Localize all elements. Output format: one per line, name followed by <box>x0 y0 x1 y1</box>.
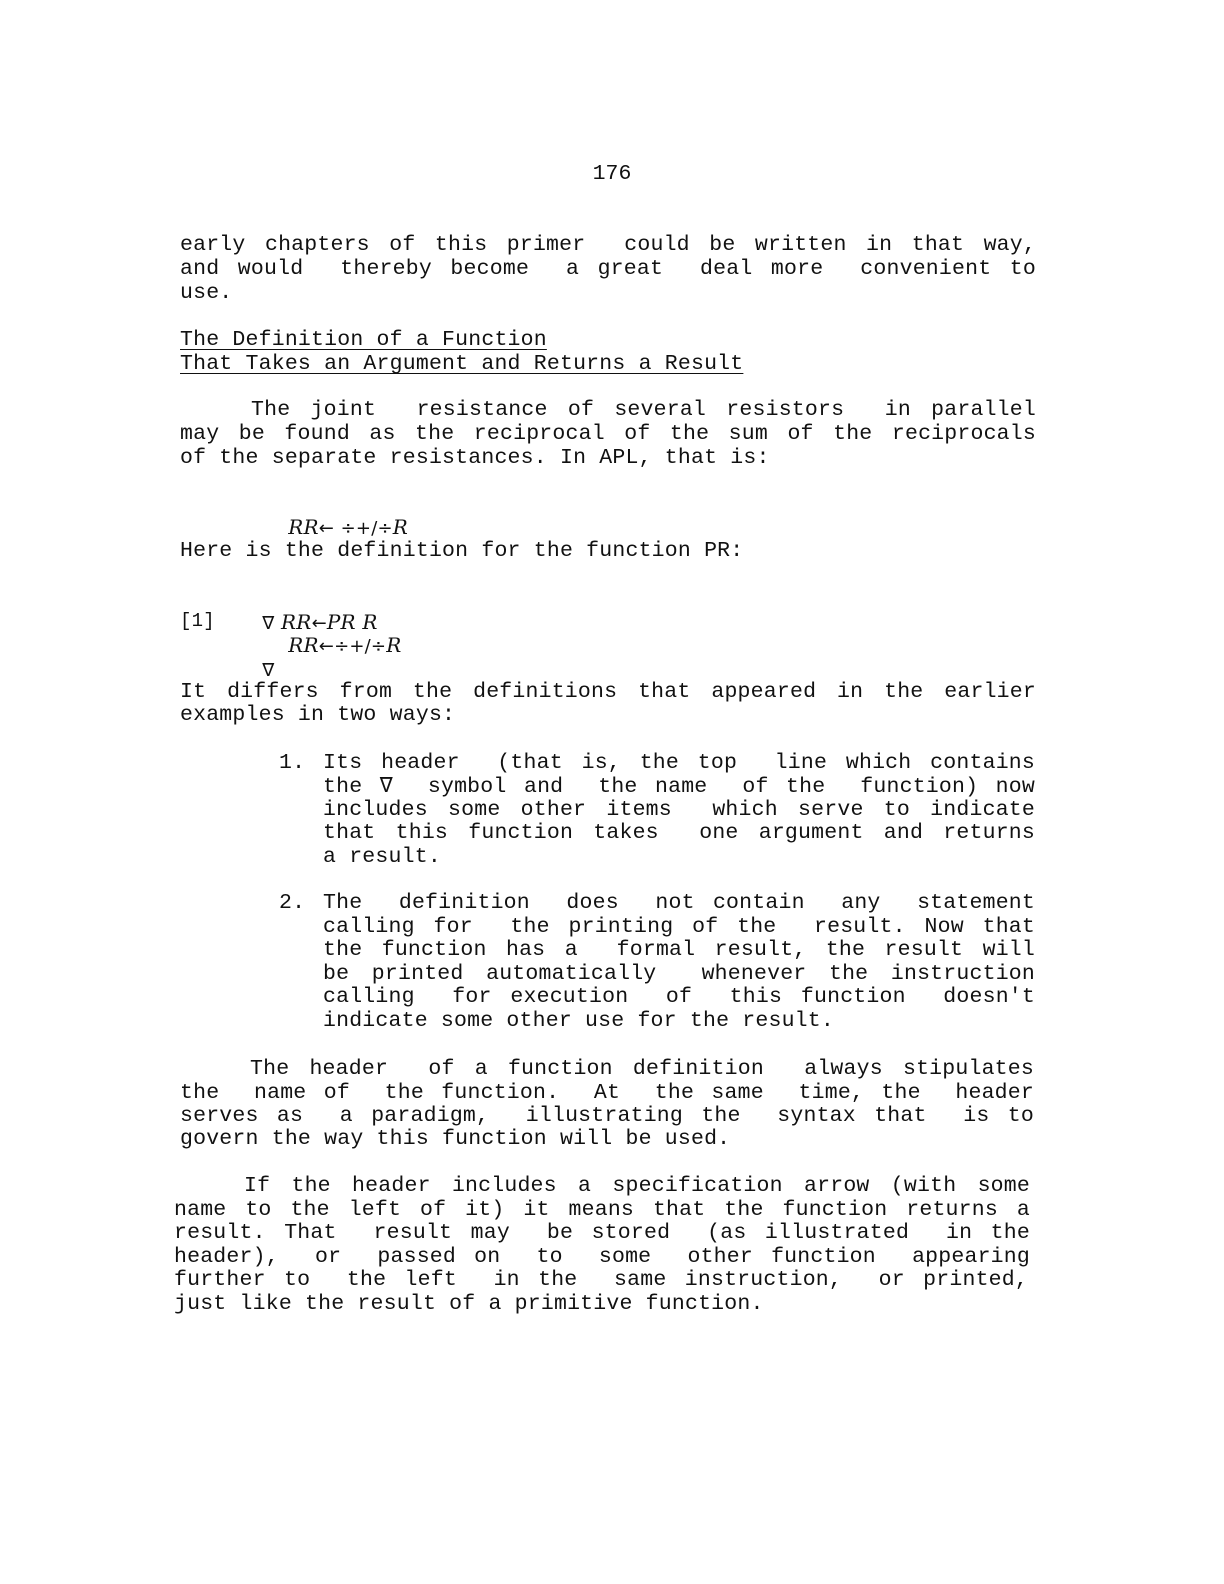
list-item-2-line-2: calling for the printing of the result. Now that <box>323 915 1035 939</box>
body-arrow: ← <box>318 636 335 657</box>
para2-line-3: serves as a paradigm, illustrating the syntax that is to <box>180 1104 1034 1128</box>
para3-line-5: further to the left in the same instruction, or printed, <box>174 1268 1028 1292</box>
body-rhs: R <box>386 633 402 657</box>
section-heading-line-1: The Definition of a Function <box>180 328 547 352</box>
intro-line-3: use. <box>180 281 233 305</box>
list-item-2-number: 2. <box>279 891 306 915</box>
header-name: PR <box>326 610 356 634</box>
intro-line-2: and would thereby become a great deal more convenient to <box>180 257 1036 281</box>
para1-line-3: of the separate resistances. In APL, that is: <box>180 446 770 470</box>
header-arrow: ← <box>311 613 327 634</box>
differs-line-2: examples in two ways: <box>180 703 456 727</box>
list-item-1-line-5: a result. <box>323 845 441 869</box>
del-close-icon: ∇ <box>262 660 275 681</box>
list-item-1 <box>279 751 1039 871</box>
section-heading-line-2: That Takes an Argument and Returns a Result <box>180 352 744 376</box>
list-item-2-line-5: calling for execution of this function doesn't <box>323 985 1035 1009</box>
here-is-line: Here is the definition for the function PR: <box>180 539 744 563</box>
list-item-1-line-4: that this function takes one argument and returns <box>323 821 1035 845</box>
list-item-1-line-3: includes some other items which serve to indicate <box>323 798 1035 822</box>
page-number: 176 <box>592 162 632 186</box>
list-item-1-number: 1. <box>279 751 306 775</box>
para3-line-3: result. That result may be stored (as illustrated in the <box>174 1221 1030 1245</box>
apl-arrow: ← <box>318 518 335 539</box>
differs-line-1: It differs from the definitions that appeared in the earlier <box>180 680 1036 704</box>
para1-line-2: may be found as the reciprocal of the sum of the reciprocals <box>180 422 1036 446</box>
list-item-2 <box>279 891 1039 1036</box>
para3-line-2: name to the left of it) it means that the function returns a <box>174 1198 1030 1222</box>
para2-line-4: govern the way this function will be used. <box>180 1127 731 1151</box>
apl-lhs: RR <box>288 515 319 539</box>
function-body <box>262 609 401 683</box>
para1-line-1: The joint resistance of several resistors in parallel <box>251 398 1036 422</box>
list-item-2-line-6: indicate some other use for the result. <box>323 1009 834 1033</box>
list-item-2-line-1: The definition does not contain any statement <box>323 891 1035 915</box>
intro-line-1: early chapters of this primer could be written in that way, <box>180 233 1036 257</box>
para3-line-1: If the header includes a specification arrow (with some <box>244 1174 1030 1198</box>
para2-line-2: the name of the function. At the same time, the header <box>180 1081 1034 1105</box>
body-lhs: RR <box>288 633 319 657</box>
list-item-2-line-3: the function has a formal result, the result will <box>323 938 1035 962</box>
para3-line-4: header), or passed on to some other function appearing <box>174 1245 1030 1269</box>
para2-line-1: The header of a function definition always stipulates <box>250 1057 1034 1081</box>
del-open-icon: ∇ <box>262 613 275 634</box>
body-operators: ÷+/÷ <box>334 636 387 657</box>
header-lhs: RR <box>281 610 312 634</box>
apl-operators: ÷+/÷ <box>340 518 393 539</box>
line-label: [1] <box>180 610 215 632</box>
document-page <box>174 0 1050 1584</box>
list-item-2-line-4: be printed automatically whenever the instruction <box>323 962 1035 986</box>
apl-rhs: R <box>392 515 409 539</box>
list-item-1-line-2: the ∇ symbol and the name of the function) now <box>323 775 1035 799</box>
header-arg: R <box>362 610 378 634</box>
list-item-1-line-1: Its header (that is, the top line which contains <box>323 751 1035 775</box>
para3-line-6: just like the result of a primitive function. <box>174 1292 764 1316</box>
